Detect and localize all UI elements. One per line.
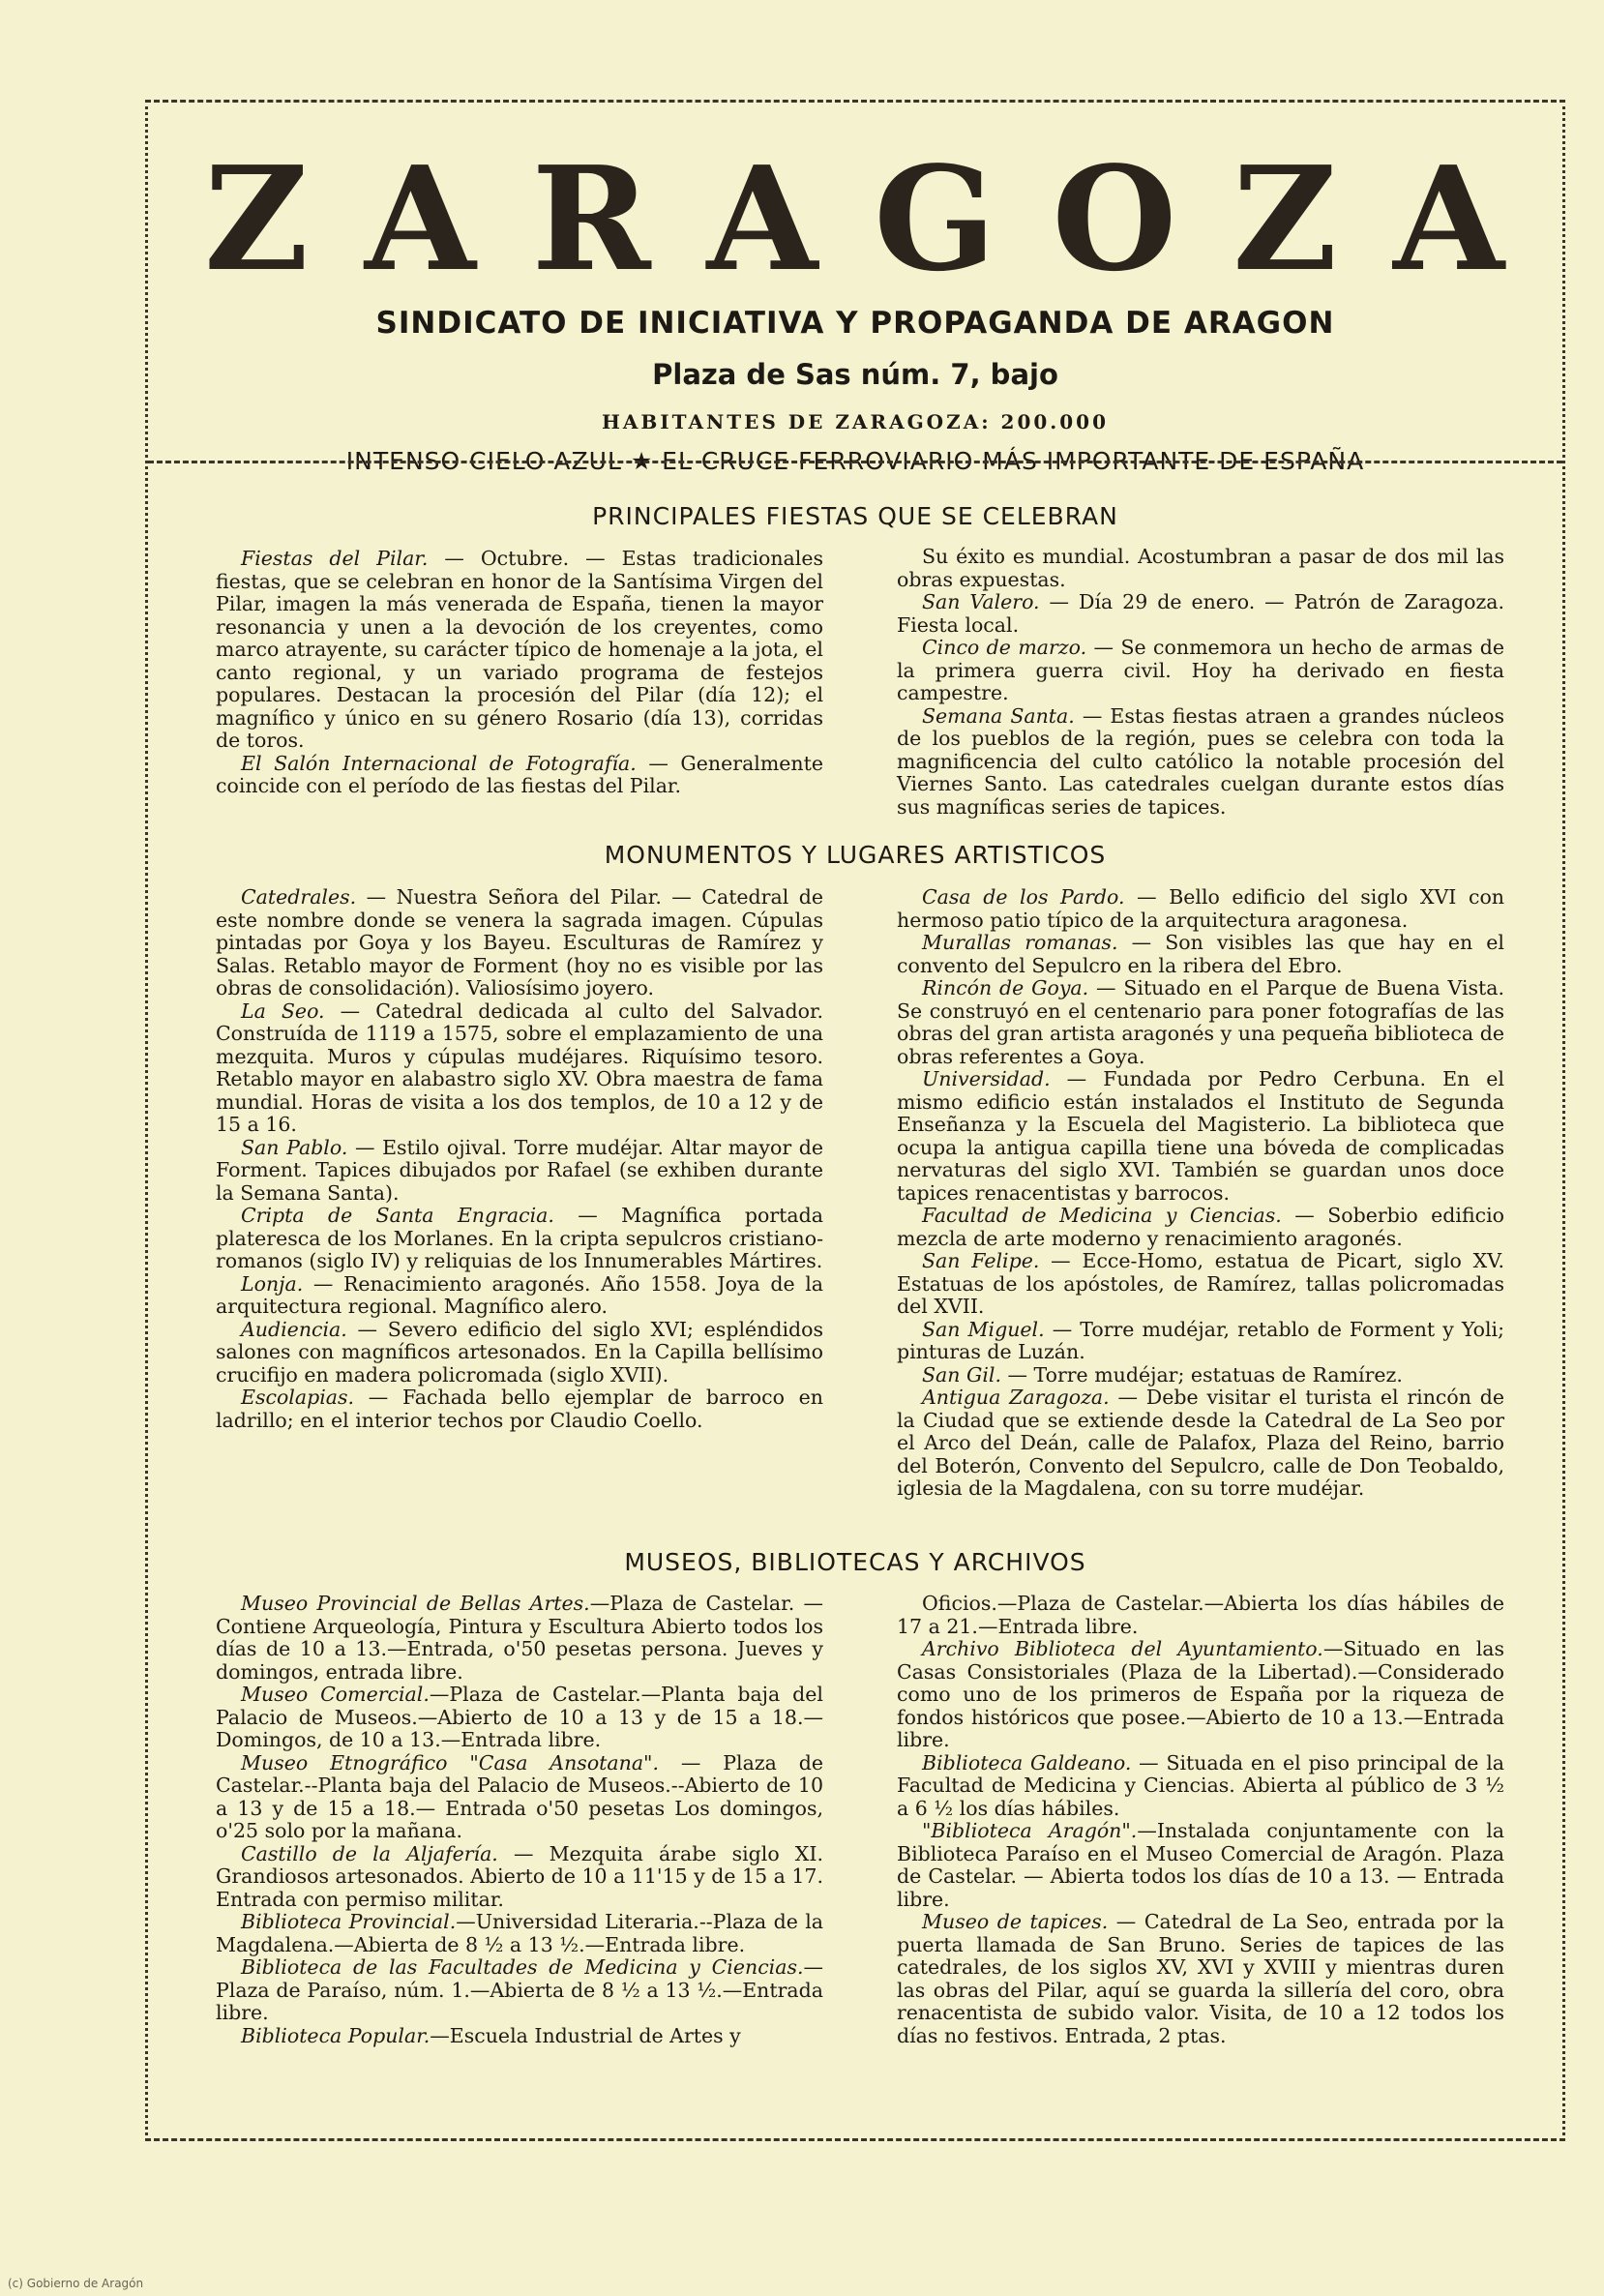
monumentos-left-column [216, 886, 823, 1432]
copyright-watermark: (c) Gobierno de Aragón [8, 2277, 144, 2290]
entry-paragraph [897, 1593, 1504, 1638]
entry-heading: Archivo Biblioteca del Ayuntamiento. [922, 1637, 1323, 1660]
entry-paragraph [216, 1684, 823, 1752]
entry-text: — Torre mudéjar, retablo de Forment y Yoli; pinturas de Luzán. [897, 1317, 1504, 1363]
entry-text: Oficios.—Plaza de Castelar.—Abierta los días hábiles de 17 a 21.—Entrada libre. [897, 1592, 1504, 1638]
masthead-letter: G [874, 134, 998, 303]
entry-text: — Catedral de La Seo, entrada por la puerta llamada de San Bruno. Series de tapices de las catedrales, de los siglos XV, XVI y XVIII y mientras duren las obras del Pilar, aquí se guarda la sillería del coro, obra renacentista de subido valor. Visita, de 10 a 12 todos los días no festivos. Entrada, 2 ptas. [897, 1910, 1505, 2047]
page-frame [145, 100, 1565, 2141]
entry-paragraph [216, 1205, 823, 1273]
entry-heading: Biblioteca Galdeano. [922, 1750, 1132, 1774]
entry-text: —Plaza de Castelar. — Contiene Arqueología, Pintura y Escultura Abierto todos los días de 10 a 13.—Entrada, o'50 pesetas persona. Jueves y domingos, entrada libre. [216, 1592, 823, 1684]
entry-paragraph [216, 2025, 823, 2048]
entry-text: — Mezquita árabe siglo XI. Grandiosos artesonados. Abierto de 10 a 11'15 y de 15 a 17. Entrada con permiso militar. [216, 1841, 823, 1911]
entry-paragraph [897, 705, 1504, 820]
entry-text: — Plaza de Castelar.--Planta baja del Palacio de Museos.--Abierto de 10 a 13 y de 15 a 18.— Entrada o'50 pesetas Los domingos, o'25 solo por la mañana. [216, 1750, 823, 1842]
entry-text: — Magnífica portada plateresca de los Morlanes. En la cripta sepulcros cristiano-romanos (siglo IV) y reliquias de los Innumerables Mártires. [216, 1204, 823, 1272]
entry-heading: San Valero. [922, 590, 1040, 613]
population: HABITANTES DE ZARAGOZA: 200.000 [601, 410, 1110, 433]
entry-paragraph [897, 932, 1504, 977]
entry-heading: Universidad. [922, 1067, 1051, 1090]
entry-paragraph [897, 546, 1504, 591]
entry-heading: Catedrales. [241, 885, 357, 909]
entry-text: — Octubre. — Estas tradicionales fiestas, que se celebran en honor de la Santísima Virgen del Pilar, imagen la más venerada de España, tienen la mayor resonancia y unen a la devoción de los creyentes, como marco atrayente, su carácter típico de homenaje a la jota, el canto regional, y un variado programa de festejos populares. Destacan la procesión del Pilar (día 12); el magnífico y único en su género Rosario (día 13), corridas de toros. [216, 547, 823, 752]
entry-heading: La Seo. [241, 999, 325, 1023]
entry-paragraph [216, 1137, 823, 1206]
entry-paragraph [216, 753, 823, 798]
entry-paragraph [897, 1068, 1504, 1205]
entry-heading: Cripta de Santa Engracia. [241, 1204, 554, 1227]
entry-heading: El Salón Internacional de Fotografía. [241, 751, 637, 775]
entry-paragraph [897, 1820, 1504, 1911]
section-title-museos: MUSEOS, BIBLIOTECAS Y ARCHIVOS [624, 1548, 1086, 1576]
entry-text: — Debe visitar el turista el rincón de la Ciudad que se extiende desde la Catedral de La Seo por el Arco del Deán, calle de Palafox, Plaza del Reino, barrio del Boterón, Convento del Sepulcro, calle de Don Teobaldo, iglesia de la Magdalena, con su torre mudéjar. [897, 1386, 1505, 1500]
entry-text: — Severo edificio del siglo XVI; espléndidos salones con magníficos artesonados. En la Capilla bellísimo crucifijo en madera policromada (siglo XVII). [216, 1317, 823, 1387]
section-title-monumentos: MONUMENTOS Y LUGARES ARTISTICOS [604, 841, 1107, 869]
entry-text: — Son visibles las que hay en el convento del Sepulcro en la ribera del Ebro. [897, 931, 1504, 977]
entry-paragraph [216, 1911, 823, 1956]
entry-heading: Antigua Zaragoza. [922, 1386, 1110, 1409]
entry-text: —Plaza de Paraíso, núm. 1.—Abierta de 8 ½ a 13 ½.—Entrada libre. [216, 1955, 823, 2024]
entry-paragraph [897, 1638, 1504, 1752]
entry-text: — Estas fiestas atraen a grandes núcleos de los pueblos de la región, pues se celebra con toda la magnificencia del culto católico la notable procesión del Viernes Santo. Las catedrales cuelgan durante estos días sus magníficas series de tapices. [897, 703, 1504, 819]
entry-text: — Situada en el piso principal de la Facultad de Medicina y Ciencias. Abierta al público de 3 ½ a 6 ½ los días hábiles. [897, 1750, 1504, 1820]
entry-heading: Cinco de marzo. [922, 636, 1087, 659]
masthead-title [148, 134, 1562, 303]
entry-text: — Nuestra Señora del Pilar. — Catedral de este nombre donde se venera la sagrada imagen. Cúpulas pintadas por Goya y los Bayeu. Esculturas de Ramírez y Salas. Retablo mayor de Forment (hoy no es visible por las obras de consolidación). Valiosísimo joyero. [216, 885, 823, 999]
entry-paragraph [897, 1319, 1504, 1364]
entry-heading: Rincón de Goya. [922, 976, 1089, 999]
entry-paragraph [897, 1752, 1504, 1821]
entry-text: — Soberbio edificio mezcla de arte moderno y renacimiento aragonés. [897, 1204, 1504, 1250]
entry-text: — Fachada bello ejemplar de barroco en ladrillo; en el interior techos por Claudio Coello. [216, 1386, 823, 1432]
entry-heading: Casa de los Pardo. [922, 885, 1125, 909]
masthead-letter: A [1393, 134, 1506, 303]
entry-paragraph [216, 1593, 823, 1684]
section-title-fiestas: PRINCIPALES FIESTAS QUE SE CELEBRAN [592, 502, 1118, 530]
entry-heading: San Pablo. [241, 1135, 348, 1159]
masthead-letter: Z [204, 134, 312, 303]
entry-heading: Museo Comercial. [241, 1683, 430, 1706]
entry-paragraph [216, 886, 823, 1000]
entry-text: — Catedral dedicada al culto del Salvador. Construída de 1119 a 1575, sobre el emplazamiento de una mezquita. Muros y cúpulas mudéjares. Riquísimo tesoro. Retablo mayor en alabastro siglo XV. Obra maestra de fama mundial. Horas de visita a los dos templos, de 10 a 12 y de 15 a 16. [216, 999, 824, 1136]
entry-paragraph [216, 1956, 823, 2025]
entry-heading: San Miguel. [922, 1317, 1045, 1341]
entry-heading: "Biblioteca Aragón". [922, 1819, 1138, 1842]
entry-paragraph [897, 1364, 1504, 1387]
entry-paragraph [897, 1205, 1504, 1250]
entry-paragraph [897, 637, 1504, 705]
masthead-letter: Z [1233, 134, 1340, 303]
header [148, 103, 1562, 475]
masthead-letter: A [364, 134, 478, 303]
header-divider [148, 461, 1562, 463]
masthead-letter: R [531, 134, 653, 303]
monumentos-right-column [897, 886, 1504, 1501]
entry-paragraph [897, 591, 1504, 637]
fiestas-left-column [216, 548, 823, 798]
entry-text: — Ecce-Homo, estatua de Picart, siglo XV. Estatuas de los apóstoles, de Ramírez, tallas policromadas del XVII. [897, 1249, 1505, 1318]
entry-text: —Escuela Industrial de Artes y [430, 2023, 741, 2047]
entry-heading: Museo Etnográfico "Casa Ansotana". [241, 1750, 659, 1774]
entry-paragraph [216, 1843, 823, 1912]
entry-heading: Escolapias. [241, 1386, 355, 1409]
entry-paragraph [216, 1752, 823, 1843]
entry-heading: Museo de tapices. [922, 1910, 1109, 1933]
entry-text: — Generalmente coincide con el período de las fiestas del Pilar. [216, 751, 823, 797]
museos-left-column [216, 1593, 823, 2047]
masthead-letter: O [1052, 134, 1179, 303]
entry-heading: Lonja. [241, 1271, 304, 1296]
entry-heading: Biblioteca Provincial. [241, 1910, 457, 1933]
organization-name: SINDICATO DE INICIATIVA Y PROPAGANDA DE ARAGON [375, 306, 1335, 341]
entry-heading: San Felipe. [922, 1249, 1040, 1272]
entry-paragraph [216, 548, 823, 753]
entry-text: — Estilo ojival. Torre mudéjar. Altar mayor de Forment. Tapices dibujados por Rafael (se exhiben durante la Semana Santa). [216, 1135, 823, 1205]
entry-text: — Día 29 de enero. — Patrón de Zaragoza. Fiesta local. [897, 590, 1505, 637]
masthead-letter: A [706, 134, 820, 303]
entry-heading: Murallas romanas. [922, 931, 1118, 954]
entry-paragraph [216, 1387, 823, 1432]
entry-text: —Plaza de Castelar.—Planta baja del Palacio de Museos.—Abierto de 10 a 13 y de 15 a 18.—Domingos, de 10 a 13.—Entrada libre. [216, 1683, 823, 1751]
entry-paragraph [897, 1911, 1504, 2047]
entry-text: — Situado en el Parque de Buena Vista. Se construyó en el centenario para poner fotografías de las obras del gran artista aragonés y una pequeña biblioteca de obras referentes a Goya. [897, 976, 1505, 1068]
tagline: INTENSO CIELO AZUL ★ EL CRUCE FERROVIARIO MÁS IMPORTANTE DE ESPAÑA [345, 447, 1365, 475]
entry-heading: San Gil. [922, 1362, 1001, 1387]
entry-text: Su éxito es mundial. Acostumbran a pasar de dos mil las obras expuestas. [897, 545, 1504, 591]
entry-heading: Castillo de la Aljafería. [241, 1841, 498, 1865]
entry-heading: Biblioteca de las Facultades de Medicina y Ciencias. [241, 1955, 804, 1979]
address: Plaza de Sas núm. 7, bajo [652, 358, 1058, 391]
entry-paragraph [216, 1273, 823, 1319]
entry-heading: Facultad de Medicina y Ciencias. [922, 1204, 1282, 1227]
entry-text: — Fundada por Pedro Cerbuna. En el mismo edificio están instalados el Instituto de Segunda Enseñanza y la Escuela del Magisterio. La biblioteca que ocupa la antigua capilla tiene una bóveda de complicadas nervaturas del siglo XVI. También se guardan unos doce tapices renacentistas y barrocos. [897, 1067, 1504, 1205]
entry-text: —Instalada conjuntamente con la Biblioteca Paraíso en el Museo Comercial de Aragón. Plaza de Castelar. — Abierta todos los días de 10 a 13. — Entrada libre. [897, 1819, 1504, 1911]
entry-text: — Renacimiento aragonés. Año 1558. Joya de la arquitectura regional. Magnífico alero. [216, 1271, 823, 1318]
entry-paragraph [897, 977, 1504, 1068]
entry-text: — Se conmemora un hecho de armas de la primera guerra civil. Hoy ha derivado en fiesta campestre. [897, 636, 1504, 704]
entry-heading: Fiestas del Pilar. [241, 547, 429, 570]
museos-right-column [897, 1593, 1504, 2047]
entry-paragraph [897, 886, 1504, 932]
entry-heading: Museo Provincial de Bellas Artes. [241, 1592, 590, 1615]
entry-heading: Audiencia. [241, 1317, 347, 1341]
fiestas-right-column [897, 546, 1504, 819]
entry-text: —Universidad Literaria.--Plaza de la Magdalena.—Abierta de 8 ½ a 13 ½.—Entrada libre. [216, 1910, 823, 1956]
entry-heading: Semana Santa. [922, 703, 1075, 728]
entry-paragraph [216, 1000, 823, 1137]
entry-paragraph [216, 1319, 823, 1387]
entry-text: — Torre mudéjar; estatuas de Ramírez. [1001, 1362, 1403, 1387]
entry-heading: Biblioteca Popular. [241, 2023, 431, 2047]
entry-paragraph [897, 1250, 1504, 1319]
entry-text: — Bello edificio del siglo XVI con hermoso patio típico de la arquitectura aragonesa. [897, 885, 1505, 932]
entry-text: —Situado en las Casas Consistoriales (Plaza de la Libertad).—Considerado como uno de los primeros de España por la riqueza de fondos históricos que posee.—Abierto de 10 a 13.—Entrada libre. [897, 1637, 1504, 1751]
entry-paragraph [897, 1387, 1504, 1501]
